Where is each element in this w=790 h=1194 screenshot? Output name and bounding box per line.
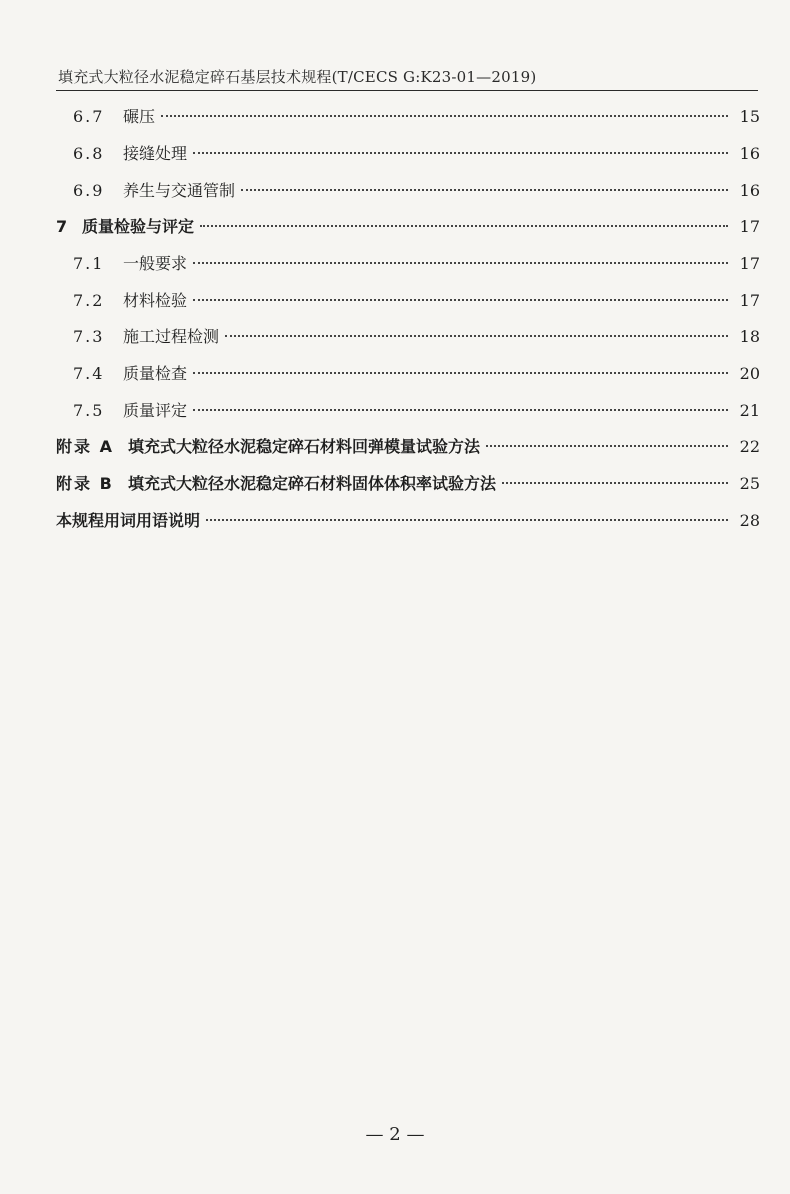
dot-leader <box>486 445 728 447</box>
toc-entry-usage-notes[interactable] <box>56 508 760 531</box>
toc-entry-chapter-7[interactable] <box>56 214 760 237</box>
toc-entry-number: 6.8 <box>73 144 105 163</box>
toc-entry-page: 16 <box>739 181 760 200</box>
toc-entry-label: 填充式大粒径水泥稳定碎石材料固体体积率试验方法 <box>128 474 497 493</box>
toc-entry-page: 15 <box>739 107 760 126</box>
dot-leader <box>206 519 728 521</box>
toc-entry-7-5[interactable] <box>73 398 760 421</box>
dot-leader <box>193 409 728 411</box>
toc-entry-label: 碾压 <box>123 107 156 126</box>
toc-entry-number: 7.4 <box>73 364 105 383</box>
dot-leader <box>161 115 728 117</box>
toc-entry-page: 20 <box>739 364 760 383</box>
dot-leader <box>241 189 728 191</box>
toc-entry-7-4[interactable] <box>73 361 760 384</box>
toc-entry-page: 17 <box>739 254 760 273</box>
toc-entry-label: 施工过程检测 <box>123 327 220 346</box>
toc-entry-number: 7.1 <box>73 254 105 273</box>
toc-entry-number: 7.5 <box>73 401 105 420</box>
toc-entry-page: 18 <box>739 327 760 346</box>
dot-leader <box>193 262 728 264</box>
toc-entry-7-1[interactable] <box>73 251 760 274</box>
toc-entry-label: 质量检查 <box>123 364 188 383</box>
toc-entry-label: 一般要求 <box>123 254 188 273</box>
toc-entry-number: 附录 A <box>56 437 114 456</box>
toc-entry-label: 质量评定 <box>123 401 188 420</box>
toc-entry-page: 17 <box>739 291 760 310</box>
toc-entry-label: 本规程用词用语说明 <box>56 511 201 530</box>
page-number: — 2 — <box>365 1124 425 1145</box>
dot-leader <box>225 335 728 337</box>
dot-leader <box>193 372 728 374</box>
toc-entry-number: 6.7 <box>73 107 105 126</box>
toc-entry-page: 25 <box>739 474 760 493</box>
toc-entry-6-7[interactable] <box>73 104 760 127</box>
dot-leader <box>200 225 728 227</box>
toc-entry-7-2[interactable] <box>73 288 760 311</box>
toc-entry-label: 材料检验 <box>123 291 188 310</box>
toc-entry-number: 7.3 <box>73 327 105 346</box>
toc-entry-page: 28 <box>739 511 760 530</box>
toc-entry-page: 17 <box>739 217 760 236</box>
header-rule <box>56 90 758 91</box>
toc-entry-6-8[interactable] <box>73 141 760 164</box>
toc-entry-number: 附录 B <box>56 474 114 493</box>
dot-leader <box>502 482 728 484</box>
toc-entry-label: 养生与交通管制 <box>123 181 236 200</box>
toc-entry-6-9[interactable] <box>73 178 760 201</box>
toc-entry-label: 接缝处理 <box>123 144 188 163</box>
running-header: 填充式大粒径水泥稳定碎石基层技术规程(T/CECS G:K23-01—2019) <box>58 68 537 86</box>
dot-leader <box>193 299 728 301</box>
toc-entry-number: 7.2 <box>73 291 105 310</box>
toc-entry-label: 填充式大粒径水泥稳定碎石材料回弹模量试验方法 <box>128 437 481 456</box>
toc-entry-page: 21 <box>739 401 760 420</box>
toc-entry-number: 7 <box>56 217 70 236</box>
toc-entry-page: 16 <box>739 144 760 163</box>
toc-entry-label: 质量检验与评定 <box>82 217 195 236</box>
toc-entry-page: 22 <box>739 437 760 456</box>
dot-leader <box>193 152 728 154</box>
toc-entry-appendix-a[interactable] <box>56 434 760 457</box>
toc-entry-7-3[interactable] <box>73 324 760 347</box>
toc-entry-number: 6.9 <box>73 181 105 200</box>
toc-entry-appendix-b[interactable] <box>56 471 760 494</box>
